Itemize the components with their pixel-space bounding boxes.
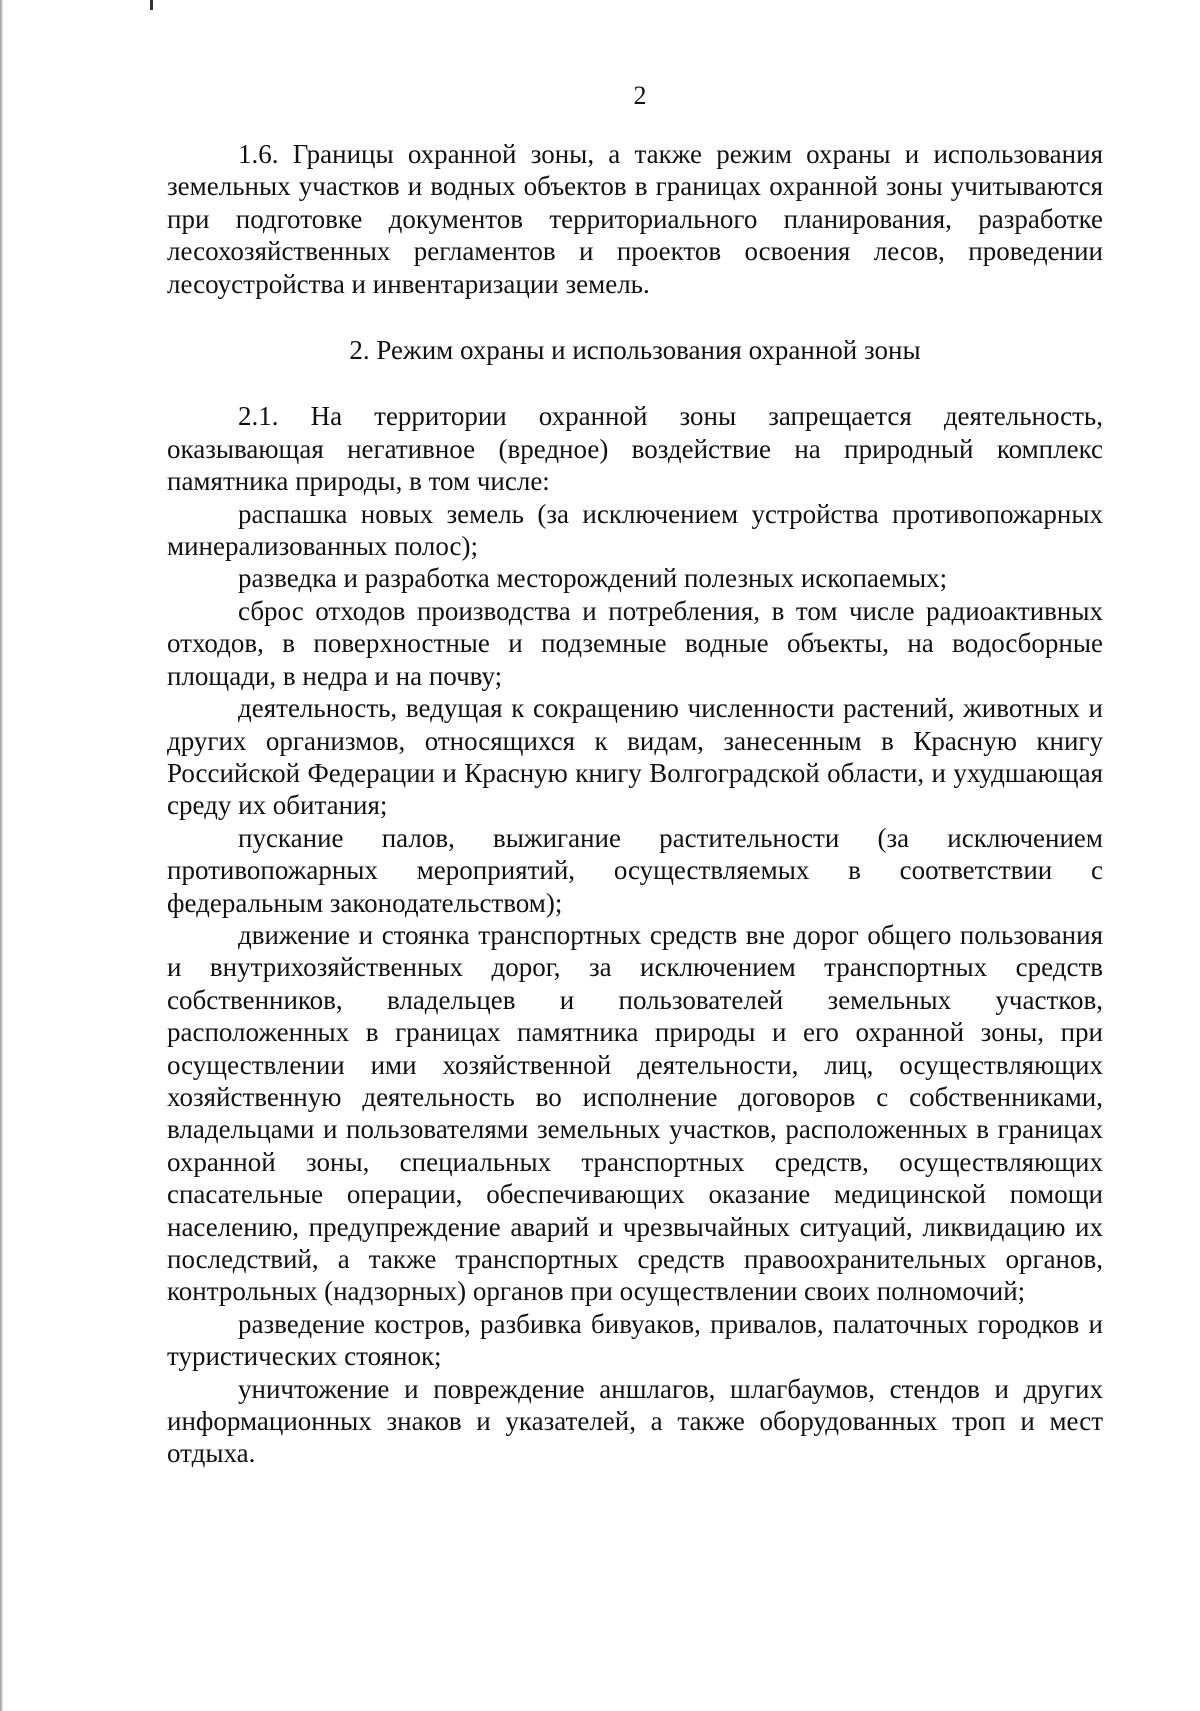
document-body: [167, 138, 1103, 1470]
list-item: разведка и разработка месторождений полезных ископаемых;: [238, 563, 948, 594]
paragraph-1-6: 1.6. Границы охранной зоны, а также режим охраны и использования земельных участков и водных объектов в границах охранной зоны учитываются при подготовке документов территориального планирования, разработке лесохозяйственных регламентов и проектов освоения лесов, проведении лесоустройства и инвентаризации земель.: [167, 139, 1103, 299]
page-number: 2: [633, 81, 647, 110]
scan-edge: [0, 0, 3, 1711]
list-item: уничтожение и повреждение аншлагов, шлагбаумов, стендов и других информационных знаков и указателей, а также оборудованных троп и мест отдыха.: [167, 1373, 1103, 1469]
paragraph-2-1-intro: 2.1. На территории охранной зоны запрещается деятельность, оказывающая негативное (вредное) воздействие на природный комплекс памятника природы, в том числе:: [167, 401, 1103, 497]
list-item: сброс отходов производства и потребления, в том числе радиоактивных отходов, в поверхностные и подземные водные объекты, на водосборные площади, в недра и на почву;: [167, 595, 1103, 691]
list-item: движение и стоянка транспортных средств вне дорог общего пользования и внутрихозяйственных дорог, за исключением транспортных средств собственников, владельцев и пользователей земельных участков, расположенных в границах памятника природы и его охранной зоны, при осуществлении ими хозяйственной деятельности, лиц, осуществляющих хозяйственную деятельность во исполнение договоров с собственниками, владельцами и пользователями земельных участков, расположенных в границах охранной зоны, специальных транспортных средств, осуществляющих спасательные операции, обеспечивающих оказание медицинской помощи населению, предупреждение аварий и чрезвычайных ситуаций, ликвидацию их последствий, а также транспортных средств правоохранительных органов, контрольных (надзорных) органов при осуществлении своих полномочий;: [167, 919, 1103, 1307]
section-heading: 2. Режим охраны и использования охранной зоны: [349, 335, 921, 366]
scan-mark: [150, 0, 153, 10]
list-item: разведение костров, разбивка бивуаков, привалов, палаточных городков и туристических стоянок;: [167, 1308, 1103, 1372]
list-item: деятельность, ведущая к сокращению численности растений, животных и других организмов, относящихся к видам, занесенным в Красную книгу Российской Федерации и Красную книгу Волгоградской области, и ухудшающая среду их обитания;: [167, 693, 1103, 821]
list-item: распашка новых земель (за исключением устройства противопожарных минерализованных полос);: [167, 498, 1103, 562]
list-item: пускание палов, выжигание растительности (за исключением противопожарных мероприятий, осуществляемых в соответствии с федеральным законодательством);: [167, 822, 1103, 918]
